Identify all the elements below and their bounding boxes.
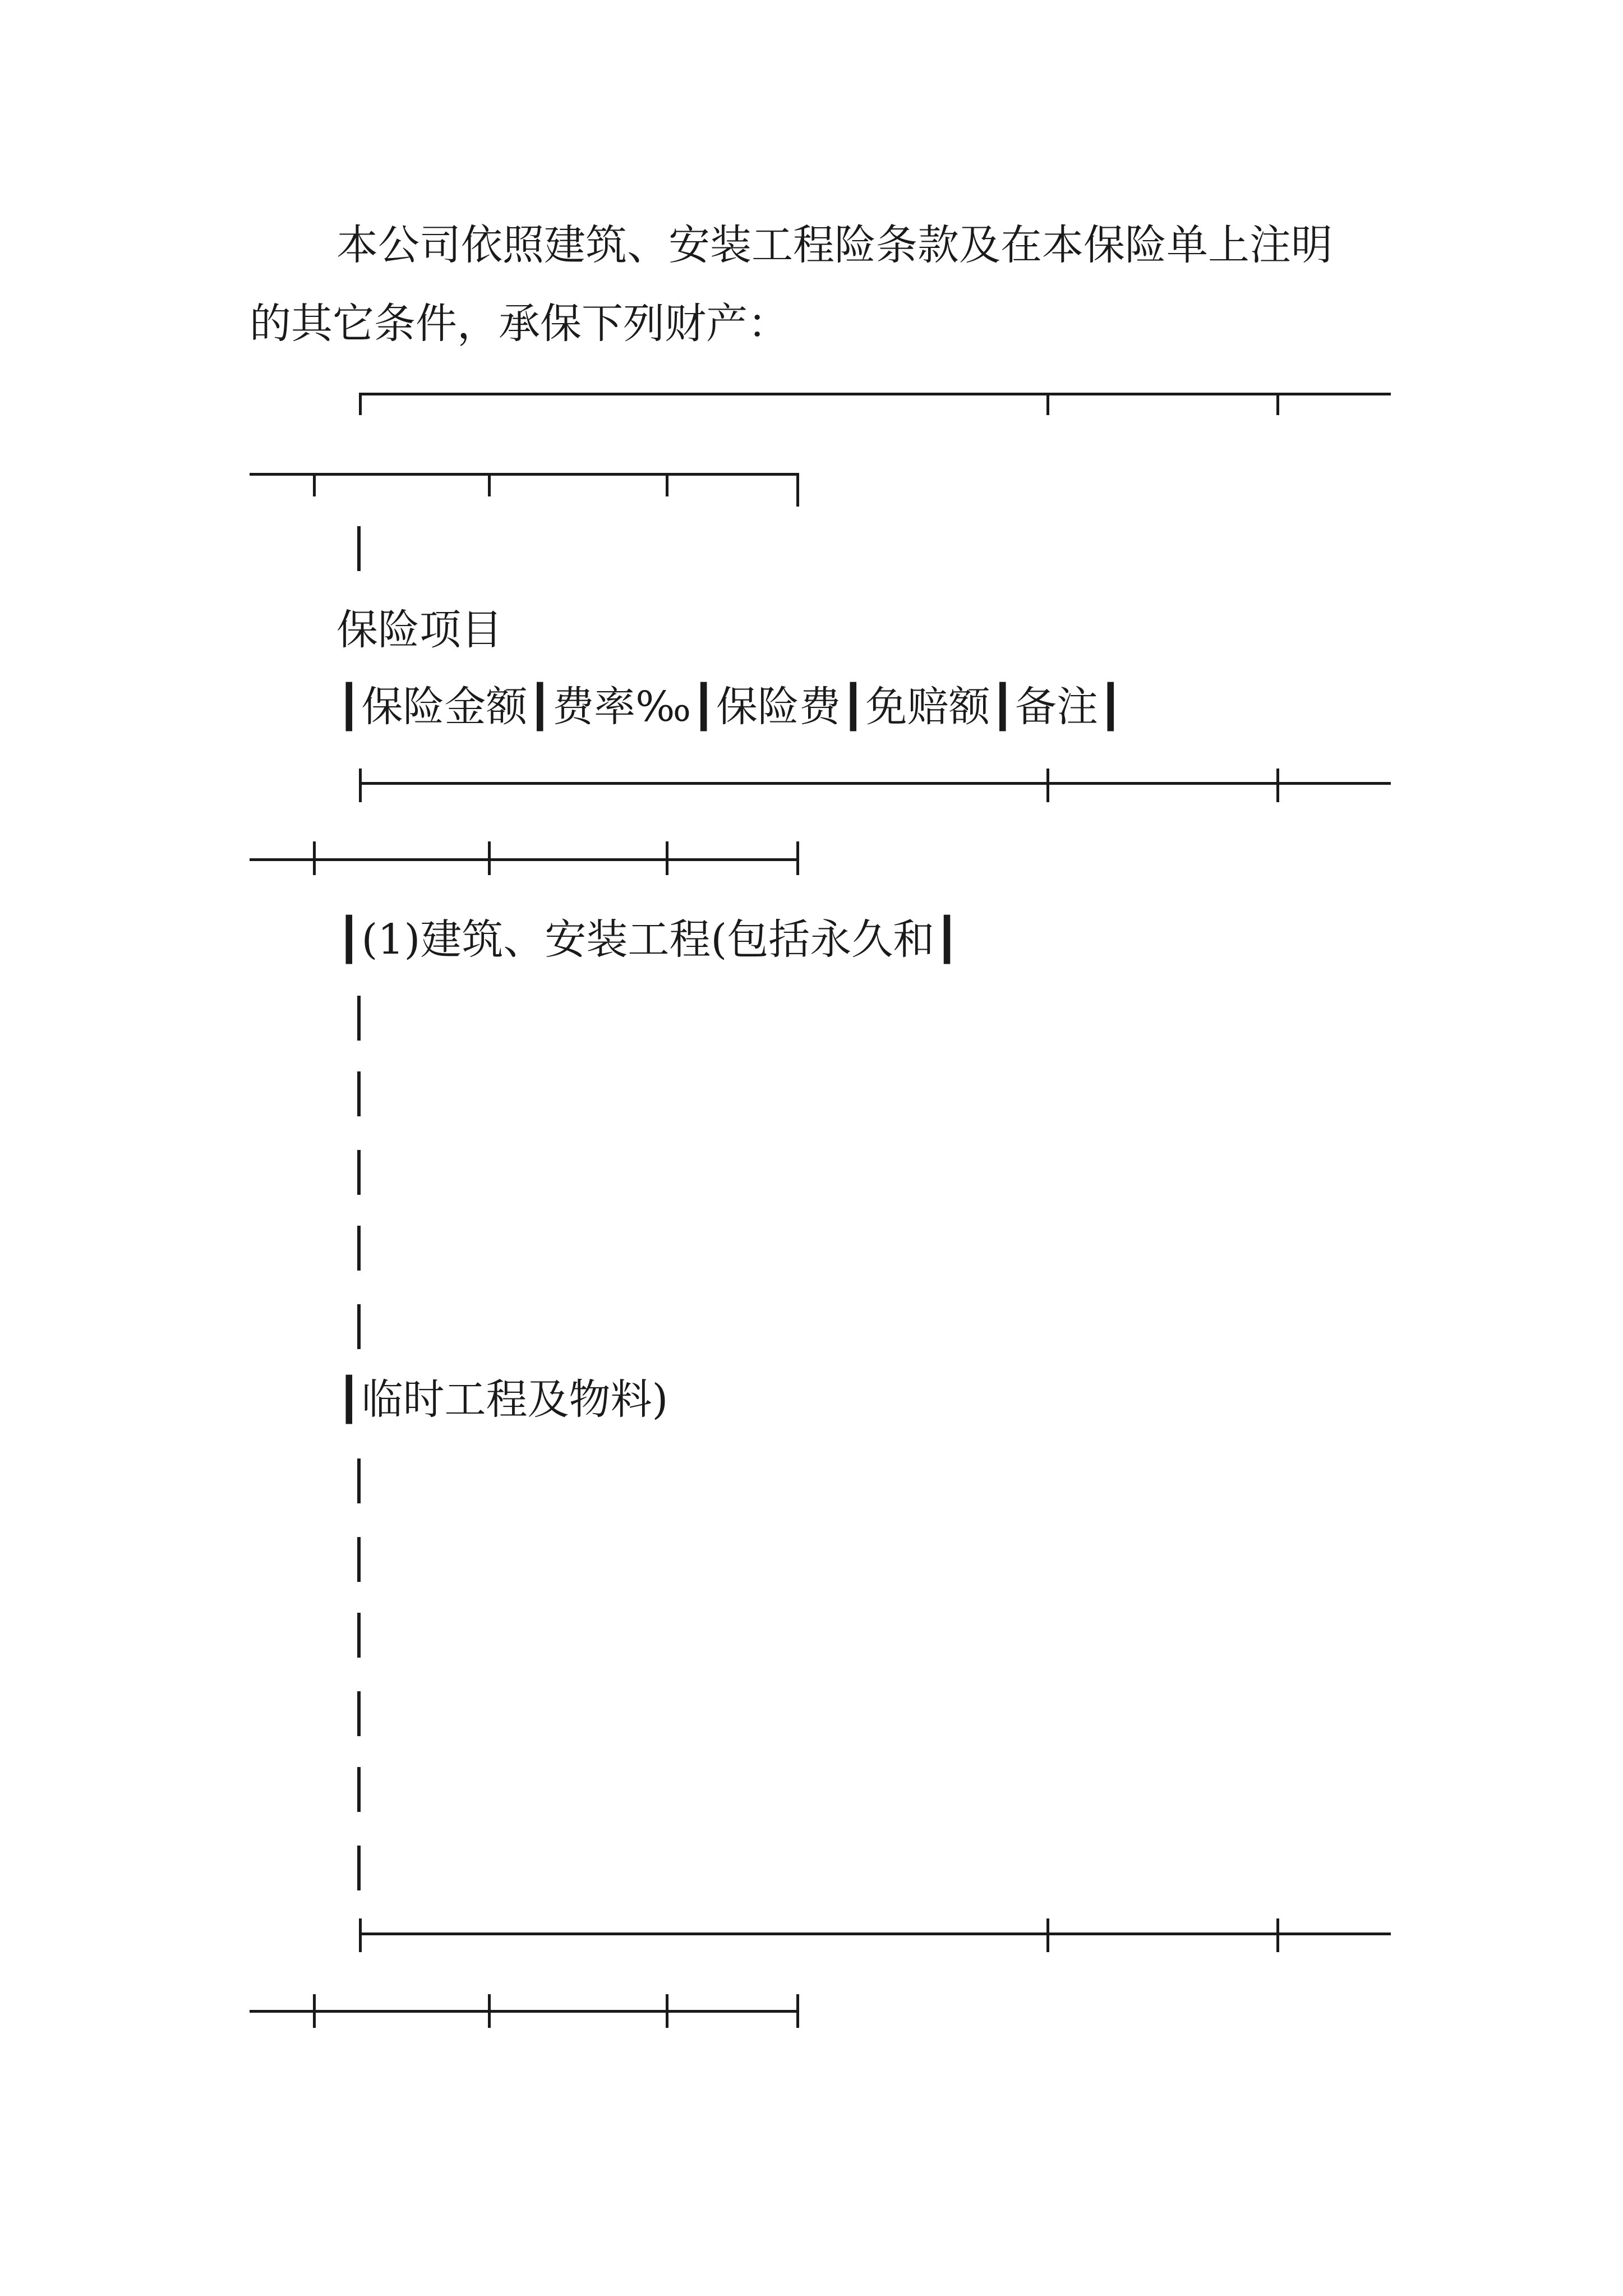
table-header-row: ┃保险金额┃费率‰┃保险费┃免赔额┃备注┃	[336, 683, 1123, 731]
item-1-line-2: ┃临时工程及物料)	[336, 1375, 668, 1424]
table-left-border-segment	[357, 526, 361, 571]
item-1-line-1: ┃(1)建筑、安装工程(包括永久和┃	[336, 915, 960, 964]
row-title-label: 保险项目	[336, 606, 502, 654]
intro-line-1: 本公司依照建筑、安装工程险条款及在本保险单上注明	[336, 221, 1332, 269]
intro-line-2: 的其它条件，承保下列财产：	[250, 300, 789, 348]
